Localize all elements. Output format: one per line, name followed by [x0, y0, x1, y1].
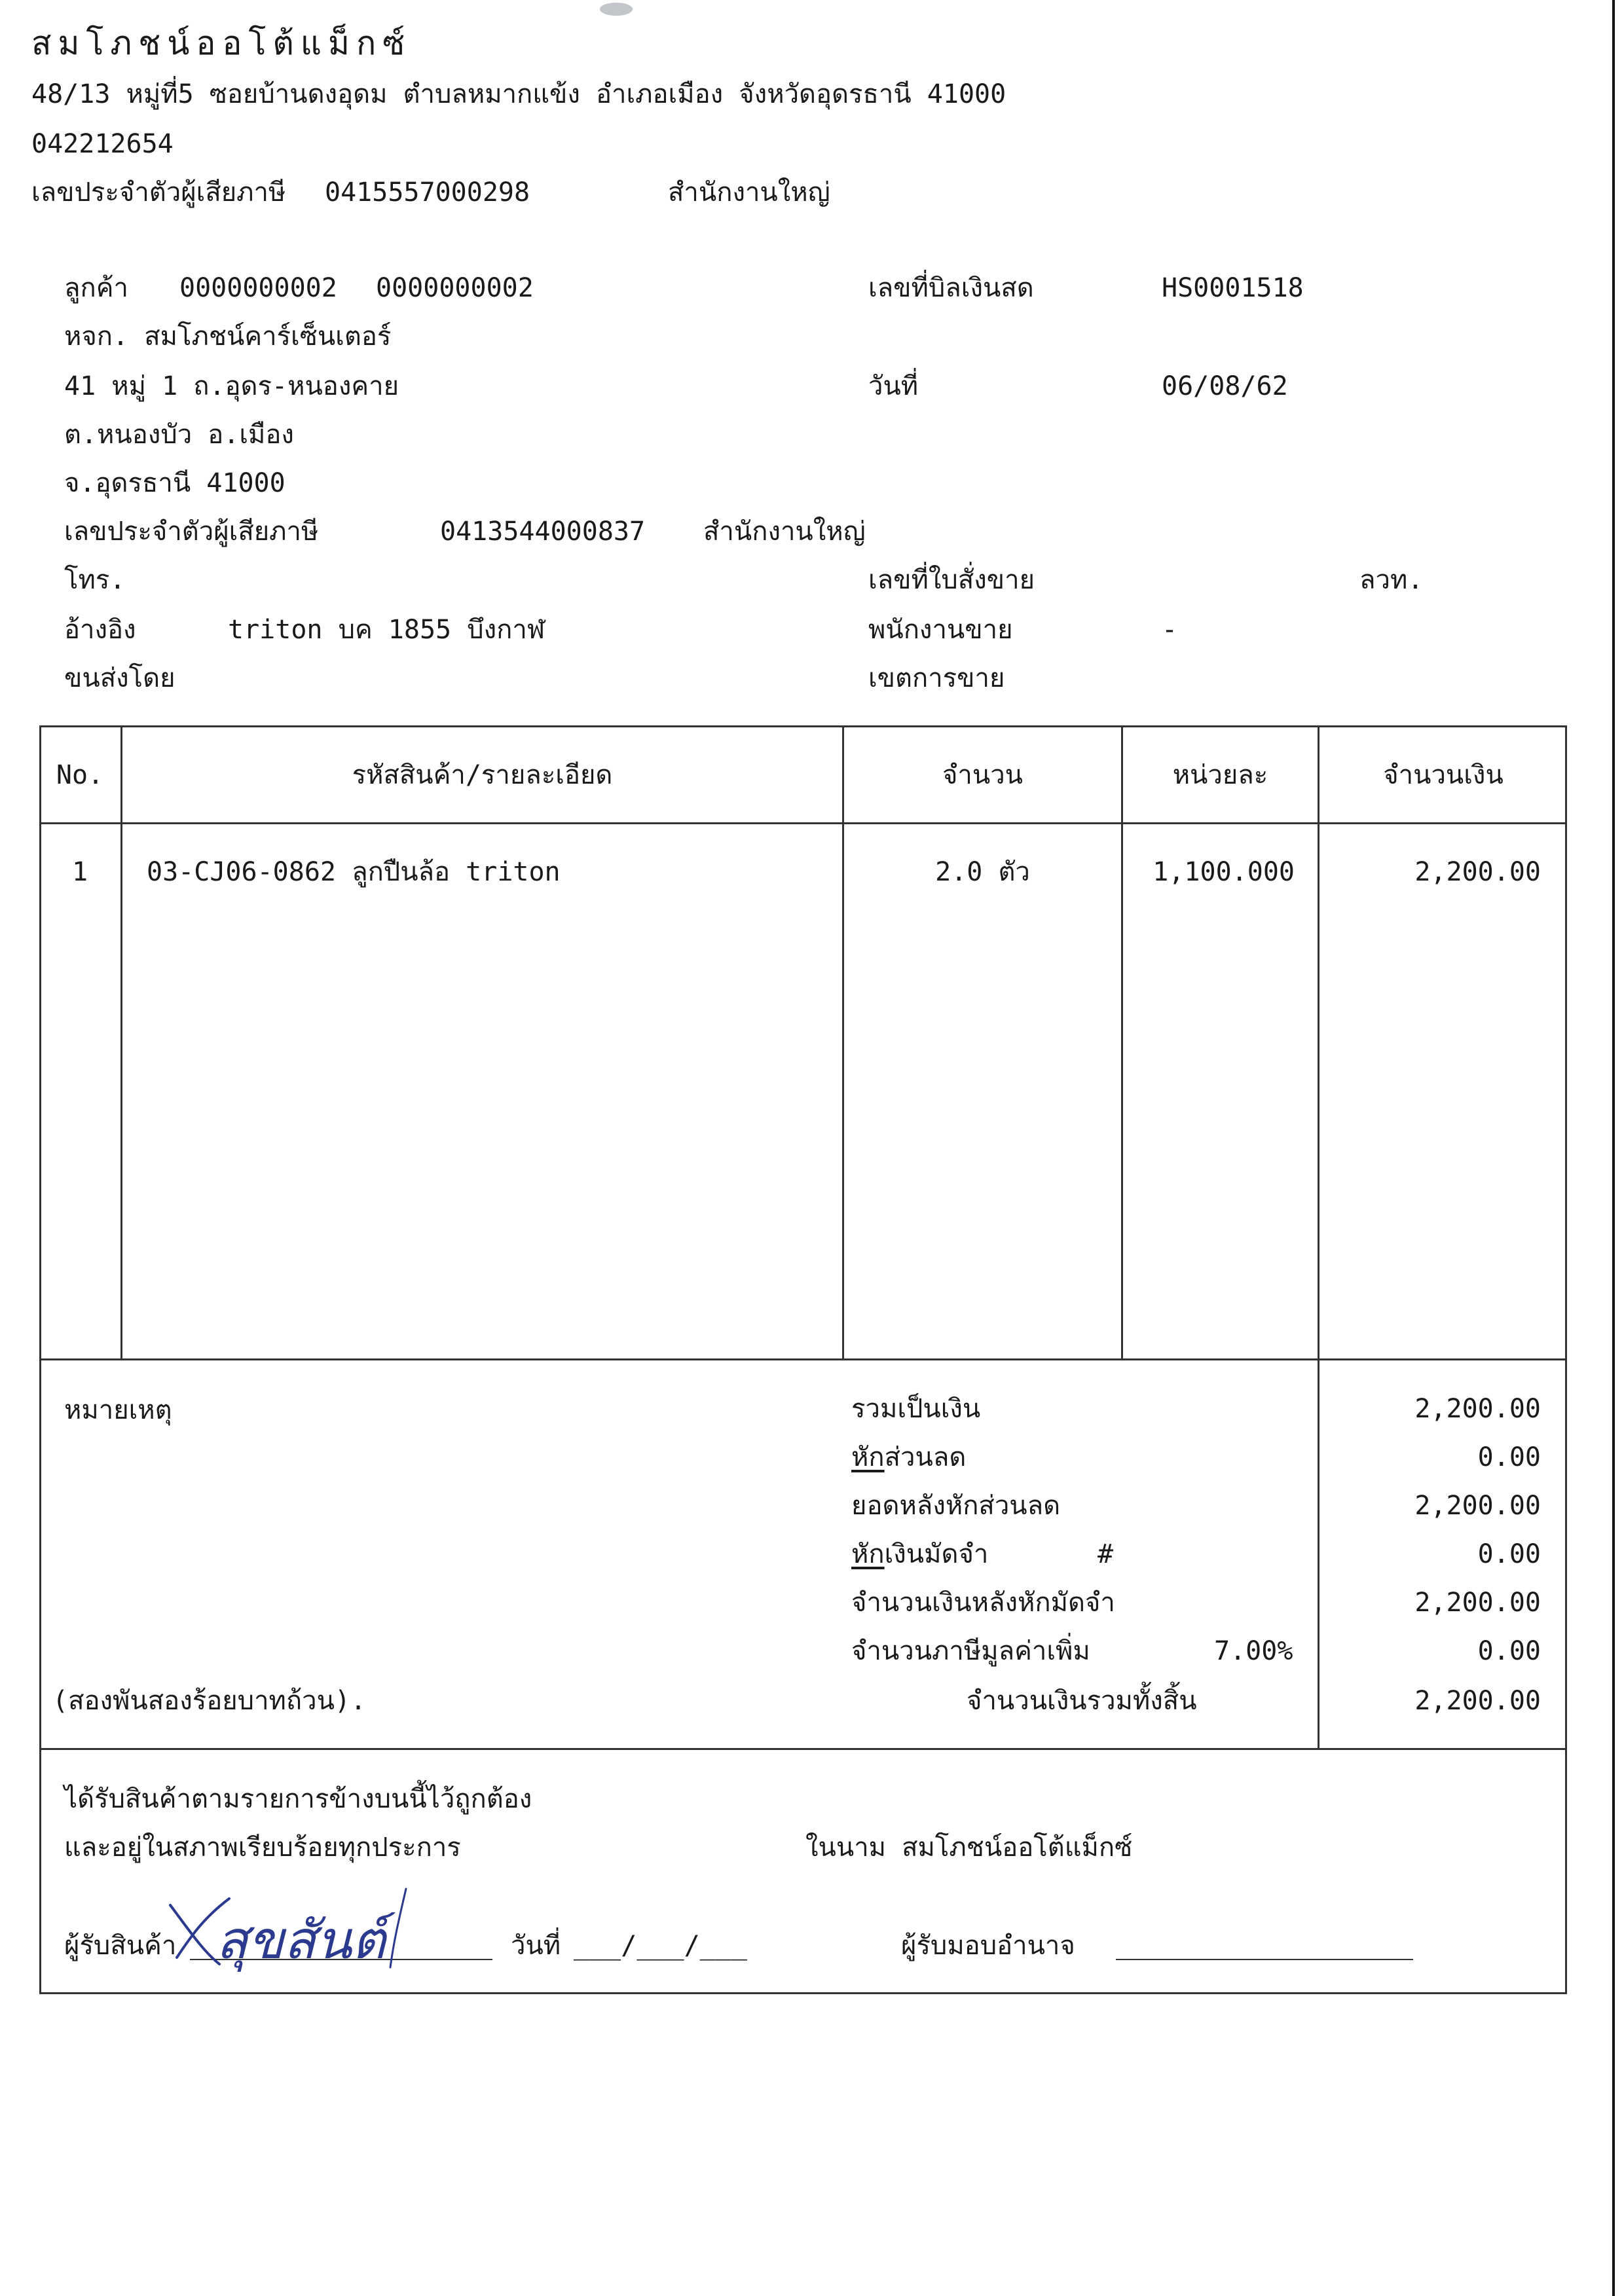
after-discount-label: ยอดหลังหักส่วนลด — [851, 1491, 1061, 1521]
sales-order-label: เลขที่ใบสั่งขาย — [868, 565, 1035, 595]
remark-label: หมายเหตุ — [64, 1395, 172, 1425]
amount-in-words: (สองพันสองร้อยบาทถ้วน). — [52, 1686, 367, 1716]
receiver-signature — [157, 1886, 432, 1977]
authorized-label: ผู้รับมอบอำนาจ — [901, 1931, 1075, 1961]
customer-address-2: ต.หนองบัว อ.เมือง — [64, 420, 294, 450]
reference-label: อ้างอิง — [64, 615, 136, 645]
customer-code-1: 0000000002 — [179, 273, 337, 303]
header-amount: จำนวนเงิน — [1383, 760, 1504, 790]
row-quantity: 2.0 ตัว — [935, 857, 1030, 887]
company-tax-label: เลขประจำตัวผู้เสียภาษี — [31, 177, 286, 208]
header-description: รหัสสินค้า/รายละเอียด — [352, 760, 613, 790]
deposit-hash: # — [1098, 1539, 1114, 1569]
vat-rate: 7.00% — [1214, 1636, 1293, 1666]
shipping-label: ขนส่งโดย — [64, 663, 175, 693]
salesperson-value: - — [1162, 615, 1178, 645]
vat-label: จำนวนภาษีมูลค่าเพิ่ม — [851, 1636, 1090, 1666]
company-tax-id: 0415557000298 — [325, 177, 530, 208]
subtotal-value: 2,200.00 — [1414, 1394, 1541, 1424]
items-table — [39, 725, 1567, 1360]
grand-total-label: จำนวนเงินรวมทั้งสิ้น — [967, 1686, 1197, 1716]
customer-name: หจก. สมโภชน์คาร์เซ็นเตอร์ — [64, 321, 392, 352]
company-name: สมโภชน์ออโต้แม็กซ์ — [31, 24, 412, 62]
sales-area-label: เขตการขาย — [868, 663, 1005, 693]
scan-mark — [600, 3, 633, 16]
vat-value: 0.00 — [1477, 1636, 1541, 1666]
bill-date: 06/08/62 — [1162, 371, 1288, 401]
salesperson-label: พนักงานขาย — [868, 615, 1013, 645]
row-description: 03-CJ06-0862 ลูกปืนล้อ triton — [147, 857, 561, 887]
company-branch: สำนักงานใหญ่ — [668, 177, 830, 208]
bill-date-label: วันที่ — [868, 371, 919, 401]
reference-value: triton บค 1855 บึงกาฬ — [228, 615, 545, 645]
sales-order-value: ลวท. — [1359, 565, 1424, 595]
customer-label: ลูกค้า — [64, 273, 128, 303]
company-address: 48/13 หมู่ที่5 ซอยบ้านดงอุดม ตำบลหมากแข้ง อำเภอเมือง จังหวัดอุดรธานี 41000 — [31, 79, 1006, 109]
row-no: 1 — [71, 857, 88, 887]
company-phone: 042212654 — [31, 129, 174, 159]
customer-code-2: 0000000002 — [376, 273, 534, 303]
discount-label: หักส่วนลด — [851, 1442, 967, 1472]
on-behalf-of: ในนาม สมโภชน์ออโต้แม็กซ์ — [805, 1832, 1133, 1863]
receive-date-label: วันที่ — [511, 1931, 561, 1961]
header-unit-price: หน่วยละ — [1172, 760, 1268, 790]
grand-total-value: 2,200.00 — [1414, 1686, 1541, 1716]
received-statement-2: และอยู่ในสภาพเรียบร้อยทุกประการ — [64, 1832, 461, 1863]
customer-tax-id: 0413544000837 — [440, 517, 646, 547]
after-deposit-label: จำนวนเงินหลังหักมัดจำ — [851, 1588, 1115, 1618]
customer-branch: สำนักงานใหญ่ — [703, 517, 866, 547]
customer-phone-label: โทร. — [64, 565, 126, 595]
signature-text: สุขสันต์ — [216, 1910, 386, 1971]
after-deposit-value: 2,200.00 — [1414, 1588, 1541, 1618]
receive-date-blank: ___/___/___ — [574, 1931, 747, 1961]
authorized-signature-line — [1116, 1959, 1413, 1960]
header-quantity: จำนวน — [942, 760, 1024, 790]
receiver-label: ผู้รับสินค้า — [64, 1931, 177, 1961]
header-no: No. — [56, 760, 104, 790]
customer-tax-label: เลขประจำตัวผู้เสียภาษี — [64, 517, 319, 547]
bill-number-label: เลขที่บิลเงินสด — [868, 273, 1034, 303]
customer-address-3: จ.อุดรธานี 41000 — [64, 468, 286, 498]
deposit-value: 0.00 — [1477, 1539, 1541, 1569]
subtotal-label: รวมเป็นเงิน — [851, 1394, 981, 1424]
scan-edge — [1612, 0, 1615, 2296]
received-statement-1: ได้รับสินค้าตามรายการข้างบนนี้ไว้ถูกต้อง — [64, 1784, 532, 1814]
after-discount-value: 2,200.00 — [1414, 1491, 1541, 1521]
row-unit-price: 1,100.000 — [1153, 857, 1295, 887]
row-amount: 2,200.00 — [1414, 857, 1541, 887]
bill-number: HS0001518 — [1162, 273, 1304, 303]
table-header-divider — [39, 822, 1567, 824]
discount-value: 0.00 — [1477, 1442, 1541, 1472]
deposit-label: หักเงินมัดจำ — [851, 1539, 989, 1569]
customer-address-1: 41 หมู่ 1 ถ.อุดร-หนองคาย — [64, 371, 399, 401]
